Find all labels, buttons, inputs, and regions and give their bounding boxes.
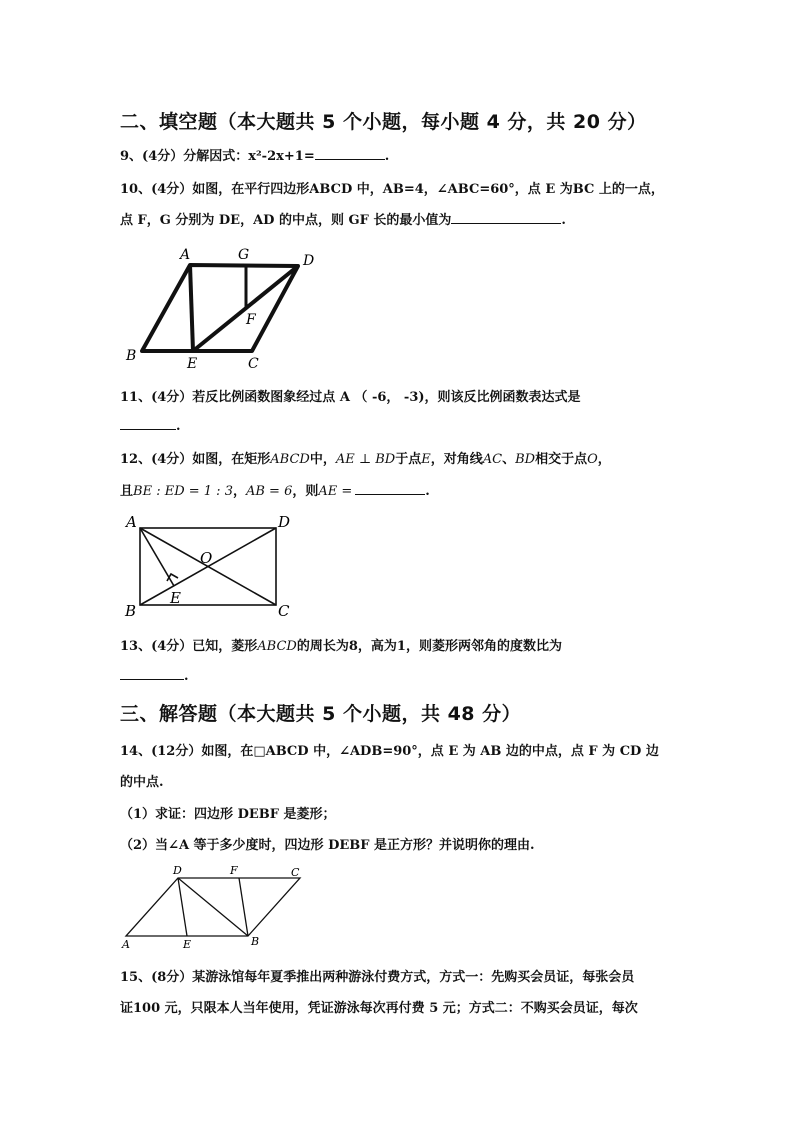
q12-text: ，则 — [292, 484, 319, 499]
label-A: A — [180, 247, 191, 263]
question-12-line2 — [120, 480, 430, 499]
question-9 — [120, 145, 389, 164]
question-10-end: . — [561, 213, 566, 228]
label-E: E — [187, 356, 198, 372]
q13-text: 的周长为8，高为1，则菱形两邻角的度数比为 — [296, 639, 562, 654]
question-12-line1 — [120, 448, 611, 467]
question-11-line2 — [120, 417, 181, 434]
label-D: D — [303, 253, 315, 269]
q12-text: ，对角线 — [430, 452, 483, 467]
label-O: O — [200, 549, 213, 567]
question-14-part2: （2）当∠A 等于多少度时，四边形 DEBF 是正方形？并说明你的理由. — [120, 838, 535, 853]
question-14-line1: 14、(12分）如图，在□ABCD 中，∠ADB=90°，点 E 为 AB 边的中点，点 F 为 CD 边 — [120, 744, 659, 759]
question-13-line1 — [120, 635, 562, 654]
question-14-figure — [118, 860, 318, 955]
q12-math: AB = 6 — [245, 484, 293, 499]
answer-blank — [451, 211, 561, 224]
q13-math: ABCD — [257, 639, 297, 654]
label-B: B — [126, 348, 137, 364]
label-E: E — [183, 938, 192, 951]
question-13-line2 — [120, 667, 189, 684]
q12-math: BD — [515, 452, 536, 467]
label-D: D — [173, 864, 182, 877]
label-C: C — [248, 356, 259, 372]
label-B: B — [251, 935, 260, 948]
answer-blank — [120, 417, 176, 430]
question-10-line2-text: 点 F，G 分别为 DE，AD 的中点，则 GF 长的最小值为 — [120, 213, 452, 228]
question-15-line1: 15、(8分）某游泳馆每年夏季推出两种游泳付费方式，方式一：先购买会员证，每张会员 — [120, 970, 635, 985]
question-14-part1: （1）求证：四边形 DEBF 是菱形； — [120, 807, 336, 822]
question-11-line1: 11、(4分）若反比例函数图象经过点 A （ -6， -3)，则该反比例函数表达式是 — [120, 390, 581, 405]
question-14-line2: 的中点. — [120, 775, 164, 790]
answer-blank — [355, 482, 425, 495]
label-A: A — [126, 513, 137, 531]
question-10-line1: 10、(4分）如图，在平行四边形ABCD 中，AB=4，∠ABC=60°，点 E 为BC 上的一点， — [120, 182, 664, 197]
q12-math: O — [587, 452, 598, 467]
q12-math: AC — [482, 452, 503, 467]
q12-text: ， — [597, 452, 611, 467]
label-A: A — [122, 938, 130, 951]
label-F: F — [246, 312, 256, 328]
q12-math: AE = — [318, 484, 353, 499]
question-13-end: . — [184, 669, 189, 684]
question-10-figure — [120, 242, 330, 372]
question-9-end: . — [384, 149, 390, 164]
q12-math: BE : ED = 1 : 3 — [133, 484, 233, 499]
question-11-end: . — [176, 419, 181, 434]
question-15-line2: 证100 元，只限本人当年使用，凭证游泳每次再付费 5 元；方式二：不购买会员证，每次 — [120, 1001, 638, 1016]
q12-text: 且 — [120, 484, 134, 499]
q12-text: ， — [232, 484, 246, 499]
label-E: E — [170, 589, 181, 607]
q13-text: 13、(4分）已知，菱形 — [120, 639, 258, 654]
label-G: G — [238, 247, 250, 263]
answer-blank — [120, 667, 184, 680]
question-9-text: 9、(4分）分解因式：x²-2x+1= — [120, 149, 315, 164]
q12-math: AE ⊥ BD — [335, 452, 396, 467]
q12-text: 中， — [309, 452, 336, 467]
q12-text: 相交于点 — [535, 452, 588, 467]
answer-blank — [315, 147, 385, 160]
q12-text: 12、(4分）如图，在矩形 — [120, 452, 271, 467]
q12-text: 于点 — [395, 452, 422, 467]
label-C: C — [278, 602, 290, 620]
question-12-end: . — [425, 484, 430, 499]
q12-math: E — [421, 452, 431, 467]
label-C: C — [291, 866, 300, 879]
question-12-figure — [120, 508, 300, 620]
q12-math: ABCD — [270, 452, 310, 467]
section-2-heading: 二、填空题（本大题共 5 个小题，每小题 4 分，共 20 分） — [120, 111, 647, 133]
label-B: B — [125, 602, 137, 620]
label-D: D — [278, 513, 291, 531]
section-3-heading: 三、解答题（本大题共 5 个小题，共 48 分） — [120, 703, 522, 725]
q12-text: 、 — [502, 452, 516, 467]
question-10-line2 — [120, 209, 566, 228]
label-F: F — [230, 864, 238, 877]
